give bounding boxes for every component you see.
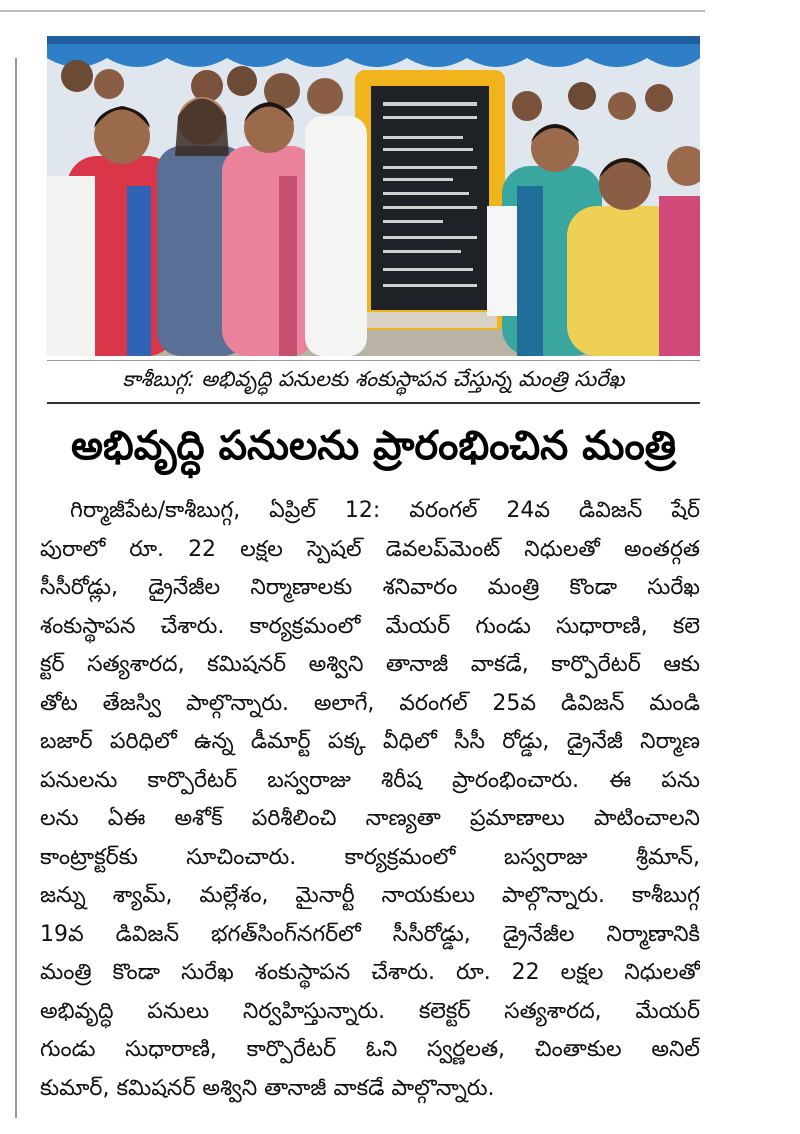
article-line: క్టర్ సత్యశారద, కమిషనర్ అశ్విని తానాజీ వాకడే, కార్పొరేటర్ ఆకు: [40, 652, 700, 677]
article-line: పనులను కార్పొరేటర్ బస్వరాజు శిరీష ప్రారంభించారు. ఈ పను: [40, 767, 700, 793]
article-line: కుమార్, కమిషనర్ అశ్విని తానాజీ వాకడే పాల్గొన్నారు.: [40, 1075, 495, 1101]
article-line: శంకుస్థాపన చేశారు. కార్యక్రమంలో మేయర్ గుండు సుధారాణి, కలె: [40, 613, 700, 639]
article-body: [40, 492, 700, 1108]
news-photo-illustration: [47, 36, 700, 356]
article-line: గుండు సుధారాణి, కార్పొరేటర్ ఓని స్వర్ణలత, చింతాకుల అనిల్: [40, 1037, 700, 1062]
article-line: బజార్ పరిధిలో ఉన్న డీమార్ట్ పక్క వీధిలో సీసీ రోడ్డు, డ్రైనేజీ నిర్మాణ: [40, 729, 700, 754]
article-line: జన్ను శ్యామ్, మల్లేశం, మైనార్టీ నాయకులు పాల్గొన్నారు. కాశీబుగ్గ: [40, 883, 700, 908]
top-divider: [0, 10, 705, 12]
article-line: తోట తేజస్వి పాల్గొన్నారు. అలాగే, వరంగల్ 25వ డివిజన్ మండి: [40, 690, 700, 716]
article-line: గిర్మాజీపేట/కాశీబుగ్గ, ఏప్రిల్ 12: వరంగల్ 24వ డివిజన్ షేర్: [70, 498, 700, 523]
article-line: మంత్రి కొండా సురేఖ శంకుస్థాపన చేశారు. రూ. 22 లక్షల నిధులతో: [40, 960, 700, 985]
article-line: కాంట్రాక్టర్‌కు సూచించారు. కార్యక్రమంలో బస్వరాజు శ్రీమాన్,: [40, 844, 700, 870]
photo-caption: కాశీబుగ్గ: అభివృద్ధి పనులకు శంకుస్థాపన చేస్తున్న మంత్రి సురేఖ: [47, 360, 700, 404]
article-line: 19వ డివిజన్ భగత్‌సింగ్‌నగర్‌లో సీసీరోడ్డు, డ్రైనేజీల నిర్మాణానికి: [40, 921, 700, 947]
article-line: అభివృద్ధి పనులు నిర్వహిస్తున్నారు. కలెక్టర్ సత్యశారద, మేయర్: [40, 998, 700, 1024]
article-line: సీసీరోడ్లు, డ్రైనేజీల నిర్మాణాలకు శనివారం మంత్రి కొండా సురేఖ: [40, 575, 700, 600]
column-divider: [15, 58, 17, 1118]
news-photo: [47, 36, 700, 356]
headline: అభివృద్ధి పనులను ప్రారంభించిన మంత్రి: [70, 423, 677, 469]
article-line: లను ఏఈ అశోక్ పరిశీలించి నాణ్యతా ప్రమాణాలు పాటించాలని: [40, 806, 700, 831]
article-line: పురాలో రూ. 22 లక్షల స్పెషల్ డెవలప్‌మెంట్ నిధులతో అంతర్గత: [40, 536, 700, 562]
